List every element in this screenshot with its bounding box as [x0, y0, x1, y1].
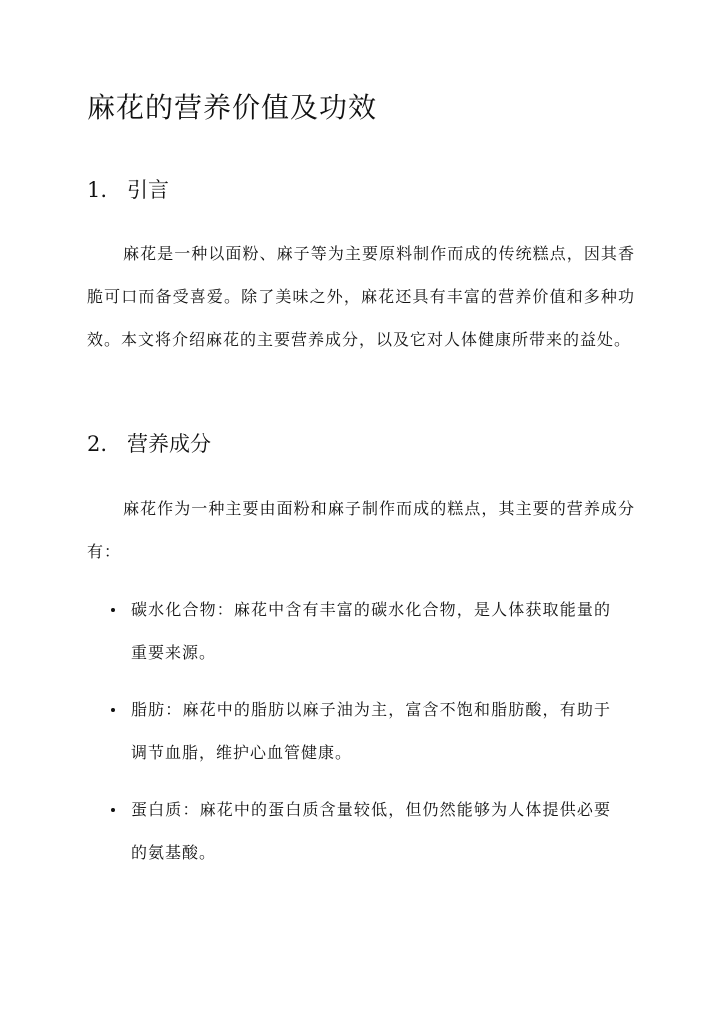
introduction-paragraph: 麻花是一种以面粉、麻子等为主要原料制作而成的传统糕点，因其香脆可口而备受喜爱。除了美味之外，麻花还具有丰富的营养价值和多种功效。本文将介绍麻花的主要营养成分，以及它对人体健康所带来的益处。	[87, 244, 635, 349]
nutrition-list	[87, 588, 635, 888]
section-number: 1.	[87, 178, 108, 202]
section-title: 营养成分	[127, 432, 211, 456]
list-item-text: 蛋白质：麻花中的蛋白质含量较低，但仍然能够为人体提供必要的氨基酸。	[131, 800, 611, 862]
section-heading-nutrition	[87, 428, 211, 458]
section-number: 2.	[87, 432, 108, 456]
list-item	[87, 588, 611, 674]
list-item	[87, 688, 611, 774]
list-item	[87, 788, 611, 874]
nutrition-paragraph: 麻花作为一种主要由面粉和麻子制作而成的糕点，其主要的营养成分有：	[87, 499, 635, 561]
section-title: 引言	[127, 178, 169, 202]
document-title: 麻花的营养价值及功效	[87, 91, 378, 124]
section-heading-introduction	[87, 174, 169, 204]
list-item-text: 脂肪：麻花中的脂肪以麻子油为主，富含不饱和脂肪酸，有助于调节血脂，维护心血管健康。	[131, 700, 611, 762]
bullet-icon	[111, 708, 115, 712]
list-item-text: 碳水化合物：麻花中含有丰富的碳水化合物，是人体获取能量的重要来源。	[131, 600, 611, 662]
bullet-icon	[111, 608, 115, 612]
bullet-icon	[111, 808, 115, 812]
